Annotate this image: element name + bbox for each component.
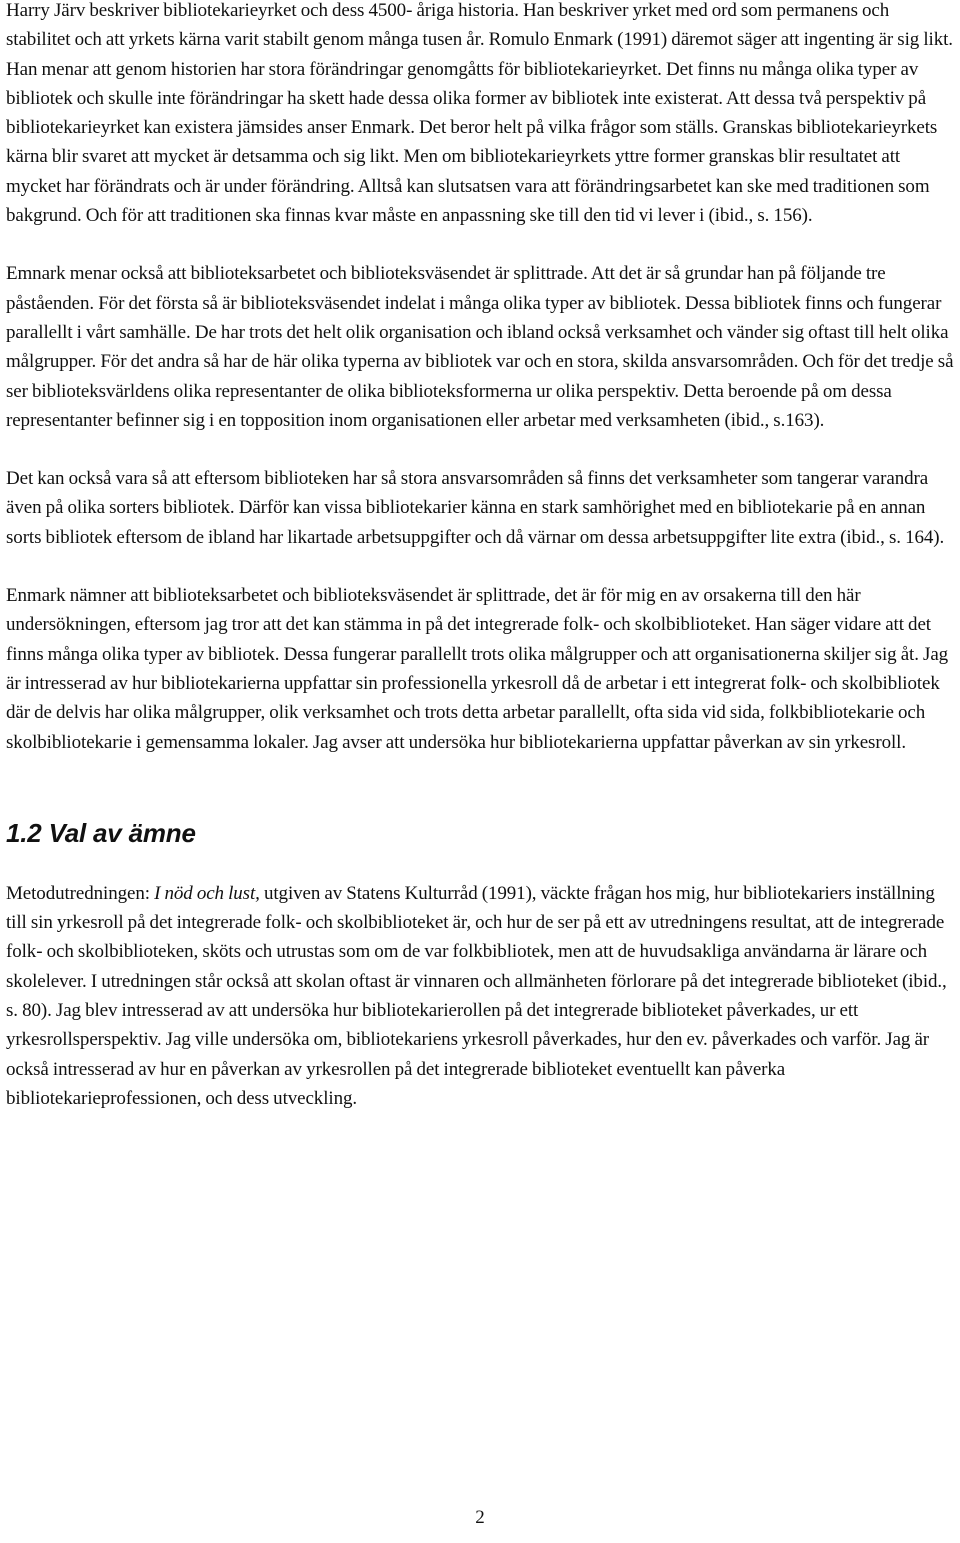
cited-title: I nöd och lust, — [154, 882, 260, 904]
section-paragraph — [6, 879, 956, 1113]
section-paragraph-rest: utgiven av Statens Kulturråd (1991), väckte frågan hos mig, hur bibliotekariers inställning till sin yrkesroll på det integrerade folk- och skolbiblioteket är, och hur de ser på ett av utredningens resultat, att de integrerade folk- och skolbiblioteken, sköts och utrustas som om de var folkbibliotek, men att de huvudsakliga användarna är lärare och skolelever. I utredningen står också att skolan oftast är vinnaren och allmänheten förlorare på det integrerade biblioteket (ibid., s. 80). Jag blev intresserad av att undersöka hur bibliotekarierollen på det integrerade biblioteket påverkades, ur ett yrkesrollsperspektiv. Jag ville undersöka om, bibliotekariens yrkesroll påverkades, hur den ev. påverkades och varför. Jag är också intresserad av hur en påverkan av yrkesrollen på det integrerade biblioteket eventuellt kan påverka bibliotekarieprofessionen, och dess utveckling. — [6, 882, 947, 1109]
body-paragraph-4: Enmark nämner att biblioteksarbetet och biblioteksväsendet är splittrade, det är för mig en av orsakerna till den här undersökningen, eftersom jag tror att det kan stämma in på det integrerade folk- och skolbiblioteket. Han säger vidare att det finns många olika typer av bibliotek. Dessa fungerar parallellt trots olika målgrupper och att organisationerna skiljer sig åt. Jag är intresserad av hur bibliotekarierna uppfattar sin professionella yrkesroll då de arbetar i ett integrerat folk- och skolbibliotek där de delvis har olika målgrupper, olik verksamhet och trots detta arbetar parallellt, ofta sida vid sida, folkbibliotekarie och skolbibliotekarie i gemensamma lokaler. Jag avser att undersöka hur bibliotekarierna uppfattar påverkan av sin yrkesroll. — [6, 585, 949, 753]
section-heading: 1.2 Val av ämne — [6, 817, 196, 848]
document-page — [6, 0, 956, 1113]
body-paragraph-2: Emnark menar också att biblioteksarbetet och biblioteksväsendet är splittrade. Att det är så grundar han på följande tre påståenden. För det första så är biblioteksväsendet indelat i många olika typer av bibliotek. Dessa bibliotek finns och fungerar parallellt i vårt samhälle. De har trots det helt olik organisation och ibland också verksamhet och vänder sig oftast till helt olika målgrupper. För det andra så har de här olika typerna av bibliotek var och en stora, skilda ansvarsområden. Och för det tredje så ser biblioteksvärldens olika representanter de olika biblioteksformerna ur olika perspektiv. Detta beroende på om dessa representanter befinner sig i en topposition inom organisationen eller arbetar med verksamheten (ibid., s.163). — [6, 263, 954, 431]
page-number: 2 — [475, 1507, 485, 1528]
section-paragraph-lead: Metodutredningen: — [6, 882, 155, 904]
body-paragraph-3: Det kan också vara så att eftersom biblioteken har så stora ansvarsområden så finns det verksamheter som tangerar varandra även på olika sorters bibliotek. Därför kan vissa bibliotekarier känna en stark samhörighet med en bibliotekarie på en annan sorts bibliotek eftersom de ibland har likartade arbetsuppgifter och då värnar om dessa arbetsuppgifter lite extra (ibid., s. 164). — [6, 468, 945, 548]
body-paragraph-1: Harry Järv beskriver bibliotekarieyrket och dess 4500- åriga historia. Han beskriver yrket med ord som permanens och stabilitet och att yrkets kärna varit stabilt genom många tusen år. Romulo Enmark (1991) däremot säger att ingenting är sig likt. Han menar att genom historien har stora förändringar genomgåtts för bibliotekarieyrket. Det finns nu många olika typer av bibliotek och skulle inte förändringar ha skett hade dessa olika former av bibliotek inte existerat. Att dessa två perspektiv på bibliotekarieyrket kan existera jämsides anser Enmark. Det beror helt på vilka frågor som ställs. Granskas bibliotekarieyrkets kärna blir svaret att mycket är detsamma och sig likt. Men om bibliotekarieyrkets yttre former granskas blir resultatet att mycket har förändrats och är under förändring. Alltså kan slutsatsen vara att förändringsarbetet kan ske med traditionen som bakgrund. Och för att traditionen ska finnas kvar måste en anpassning ske till den tid vi lever i (ibid., s. 156). — [6, 0, 953, 227]
